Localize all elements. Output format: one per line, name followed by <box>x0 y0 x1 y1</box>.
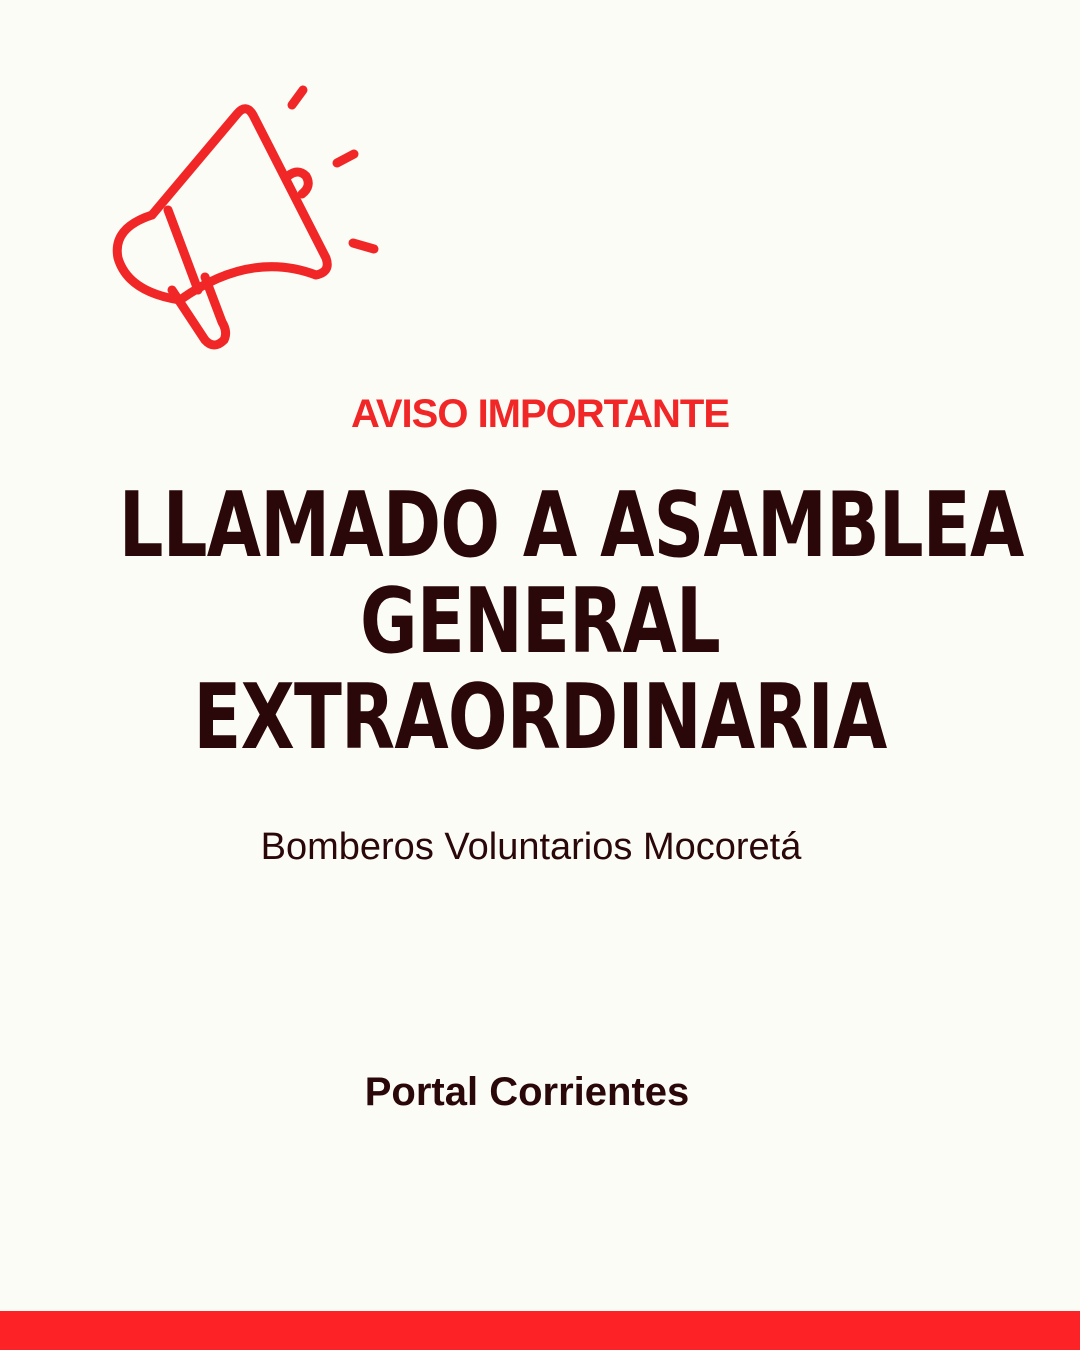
aviso-importante-label: AVISO IMPORTANTE <box>350 392 730 436</box>
bottom-accent-bar <box>0 1311 1080 1350</box>
headline <box>0 473 1080 770</box>
megaphone-icon <box>100 80 400 370</box>
headline-line-1: LLAMADO A ASAMBLEA <box>118 473 1024 578</box>
organization-name: Bomberos Voluntarios Mocoretá <box>260 826 802 868</box>
headline-line-2: GENERAL <box>360 569 720 674</box>
source-label: Portal Corrientes <box>364 1070 690 1114</box>
headline-line-3: EXTRAORDINARIA <box>193 665 887 770</box>
